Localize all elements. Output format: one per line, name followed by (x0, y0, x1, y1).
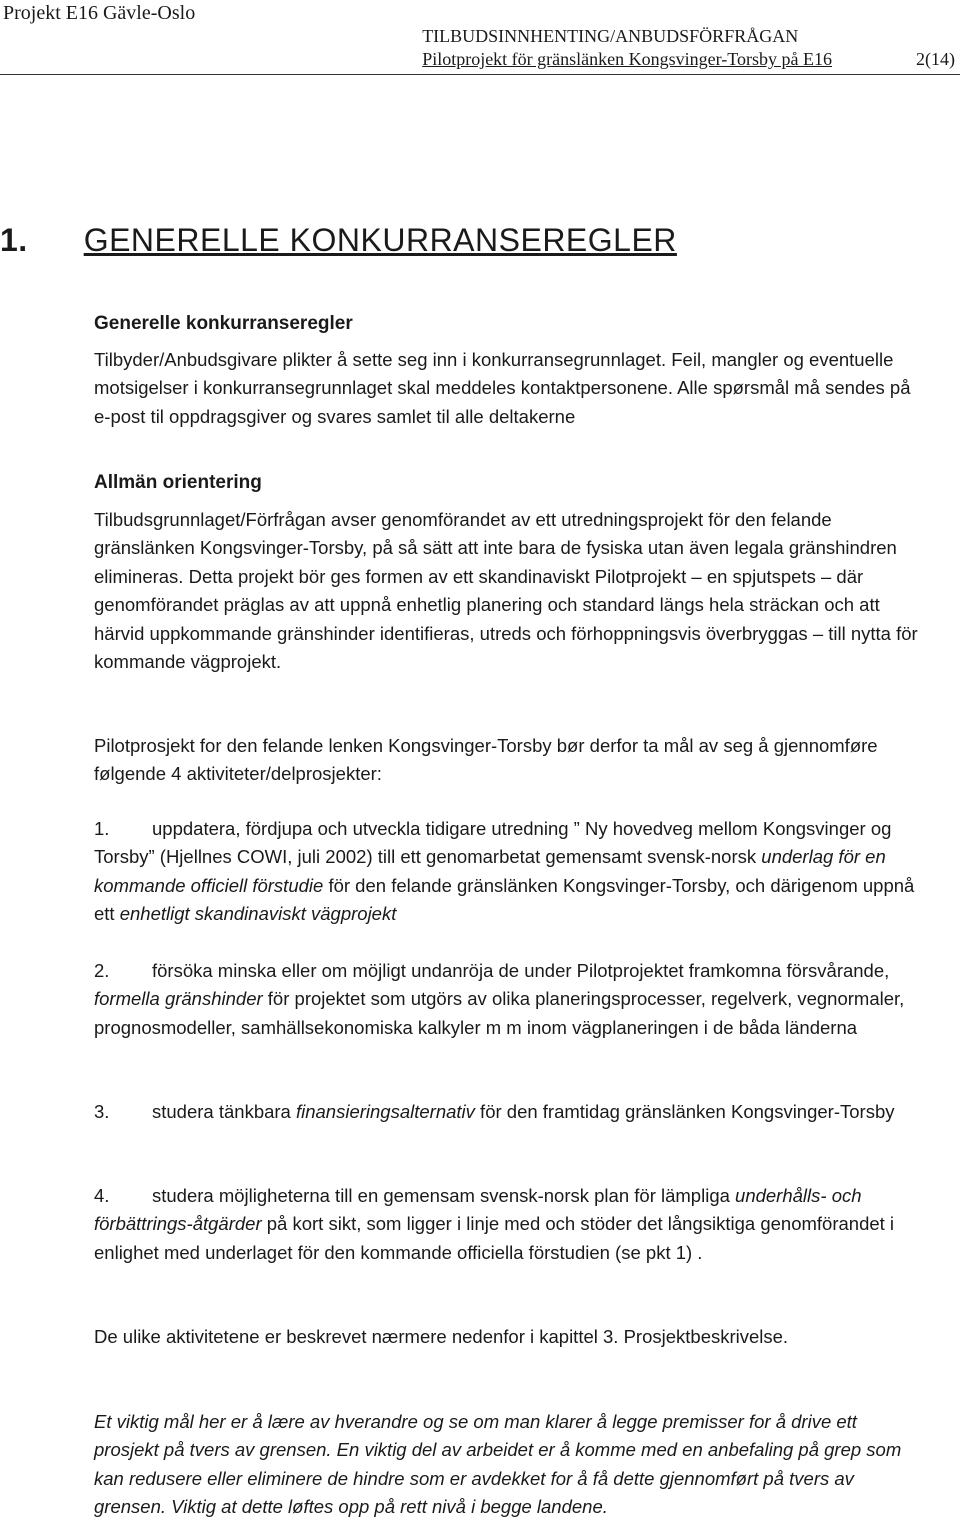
activities-note: De ulike aktivitetene er beskrevet nærmere nedenfor i kapittel 3. Prosjektbeskrivelse. (94, 1326, 789, 1347)
item-number: 2. (94, 960, 110, 981)
item-text: för projektet som utgörs av olika planeringsprocesser, regelverk, vegnormaler, prognosmodeller, samhällsekonomiska kalkyler m m inom vägplaneringen i de båda länderna (94, 988, 905, 1038)
goal-note: Et viktig mål her er å lære av hverandre og se om man klarer å legge premisser for å drive ett prosjekt på tvers av grensen. En viktig del av arbeidet er å komme med en anbefaling på grep som kan redusere eller eliminere de hindre som er avdekket for å få dette gjennomført på tvers av grensen. Viktig at dette løftes opp på rett nivå i begge landene. (94, 1411, 902, 1518)
rules-paragraph: Tilbyder/Anbudsgivare plikter å sette seg inn i konkurransegrunnlaget. Feil, mangler og eventuelle motsigelser i konkurransegrunnlaget skal meddeles kontaktpersonene. Alle spørsmål må sendes på e-post til oppdragsgiver og svares samlet til alle deltakerne (94, 349, 911, 427)
item-text: för den felande gränslänken Kongsvinger-Torsby, och därigenom uppnå ett (94, 874, 915, 925)
orientation-paragraph: Tilbudsgrunnlaget/Förfrågan avser genomförandet av ett utredningsprojekt för den felande gränslänken Kongsvinger-Torsby, på så sätt att inte bara de fysiska utan även legala gränshindren elimineras. Detta projekt bör ges formen av ett skandinaviskt Pilotprojekt – en spjutspets – där genomförandet präglas av att uppnå enhetlig planering och standard längs hela sträckan och att härvid uppkommande gränshinder identifieras, utreds och förhoppningsvis överbryggas – till nytta för kommande vägprojekt. (94, 509, 918, 673)
item-text: uppdatera, fördjupa och utveckla tidigare utredning ” Ny hovedveg mellom Kongsvinger og Torsby” (Hjellnes COWI, juli 2002) till ett genomarbetat gemensamt svensk-norsk (94, 818, 892, 868)
section-title-text: GENERELLE KONKURRANSEREGLER (83, 222, 677, 258)
rules-heading: Generelle konkurranseregler (94, 313, 353, 334)
header-project-name: Projekt E16 Gävle-Oslo (3, 2, 196, 24)
activity-item-2 (94, 957, 924, 1042)
item-emphasis: finansieringsalternativ (295, 1101, 475, 1122)
activity-item-3 (94, 1098, 924, 1126)
header-divider (0, 74, 960, 75)
orientation-heading: Allmän orientering (94, 472, 262, 493)
item-number: 3. (94, 1101, 110, 1122)
header-subline (422, 49, 955, 70)
item-emphasis: enhetligt skandinaviskt vägprojekt (119, 903, 397, 925)
section-number: 1. (0, 222, 28, 258)
header-subtitle: Pilotprojekt för gränslänken Kongsvinger-Torsby på E16 (422, 49, 832, 69)
item-number: 1. (94, 818, 110, 839)
item-text: studera möjligheterna till en gemensam svensk-norsk plan för lämpliga (152, 1185, 736, 1206)
item-emphasis: underhålls- och förbättrings-åtgärder (94, 1185, 862, 1235)
activity-item-1 (94, 815, 924, 929)
item-number: 4. (94, 1185, 110, 1206)
intro-paragraph: Pilotprosjekt for den felande lenken Kongsvinger-Torsby bør derfor ta mål av seg å gjennomføre følgende 4 aktiviteter/delprosjekter: (94, 735, 878, 785)
item-emphasis: formella gränshinder (94, 988, 263, 1010)
header-title: TILBUDSINNHENTING/ANBUDSFÖRFRÅGAN (422, 26, 799, 46)
item-text: studera tänkbara (152, 1101, 296, 1122)
header-block (422, 26, 955, 70)
item-text: på kort sikt, som ligger i linje med och stöder det långsiktiga genomförandet i enlighet med underlaget för den kommande officiella förstudien (se pkt 1) . (94, 1213, 895, 1263)
item-text: för den framtidag gränslänken Kongsvinger-Torsby (474, 1101, 895, 1122)
item-text: försöka minska eller om möjligt undanröja de under Pilotprojektet framkomna försvårande, (152, 960, 890, 981)
activity-item-4 (94, 1182, 924, 1267)
page-number: 2(14) (916, 49, 955, 69)
section-title (0, 222, 677, 259)
item-emphasis: underlag för en kommande officiell förstudie (94, 846, 886, 896)
